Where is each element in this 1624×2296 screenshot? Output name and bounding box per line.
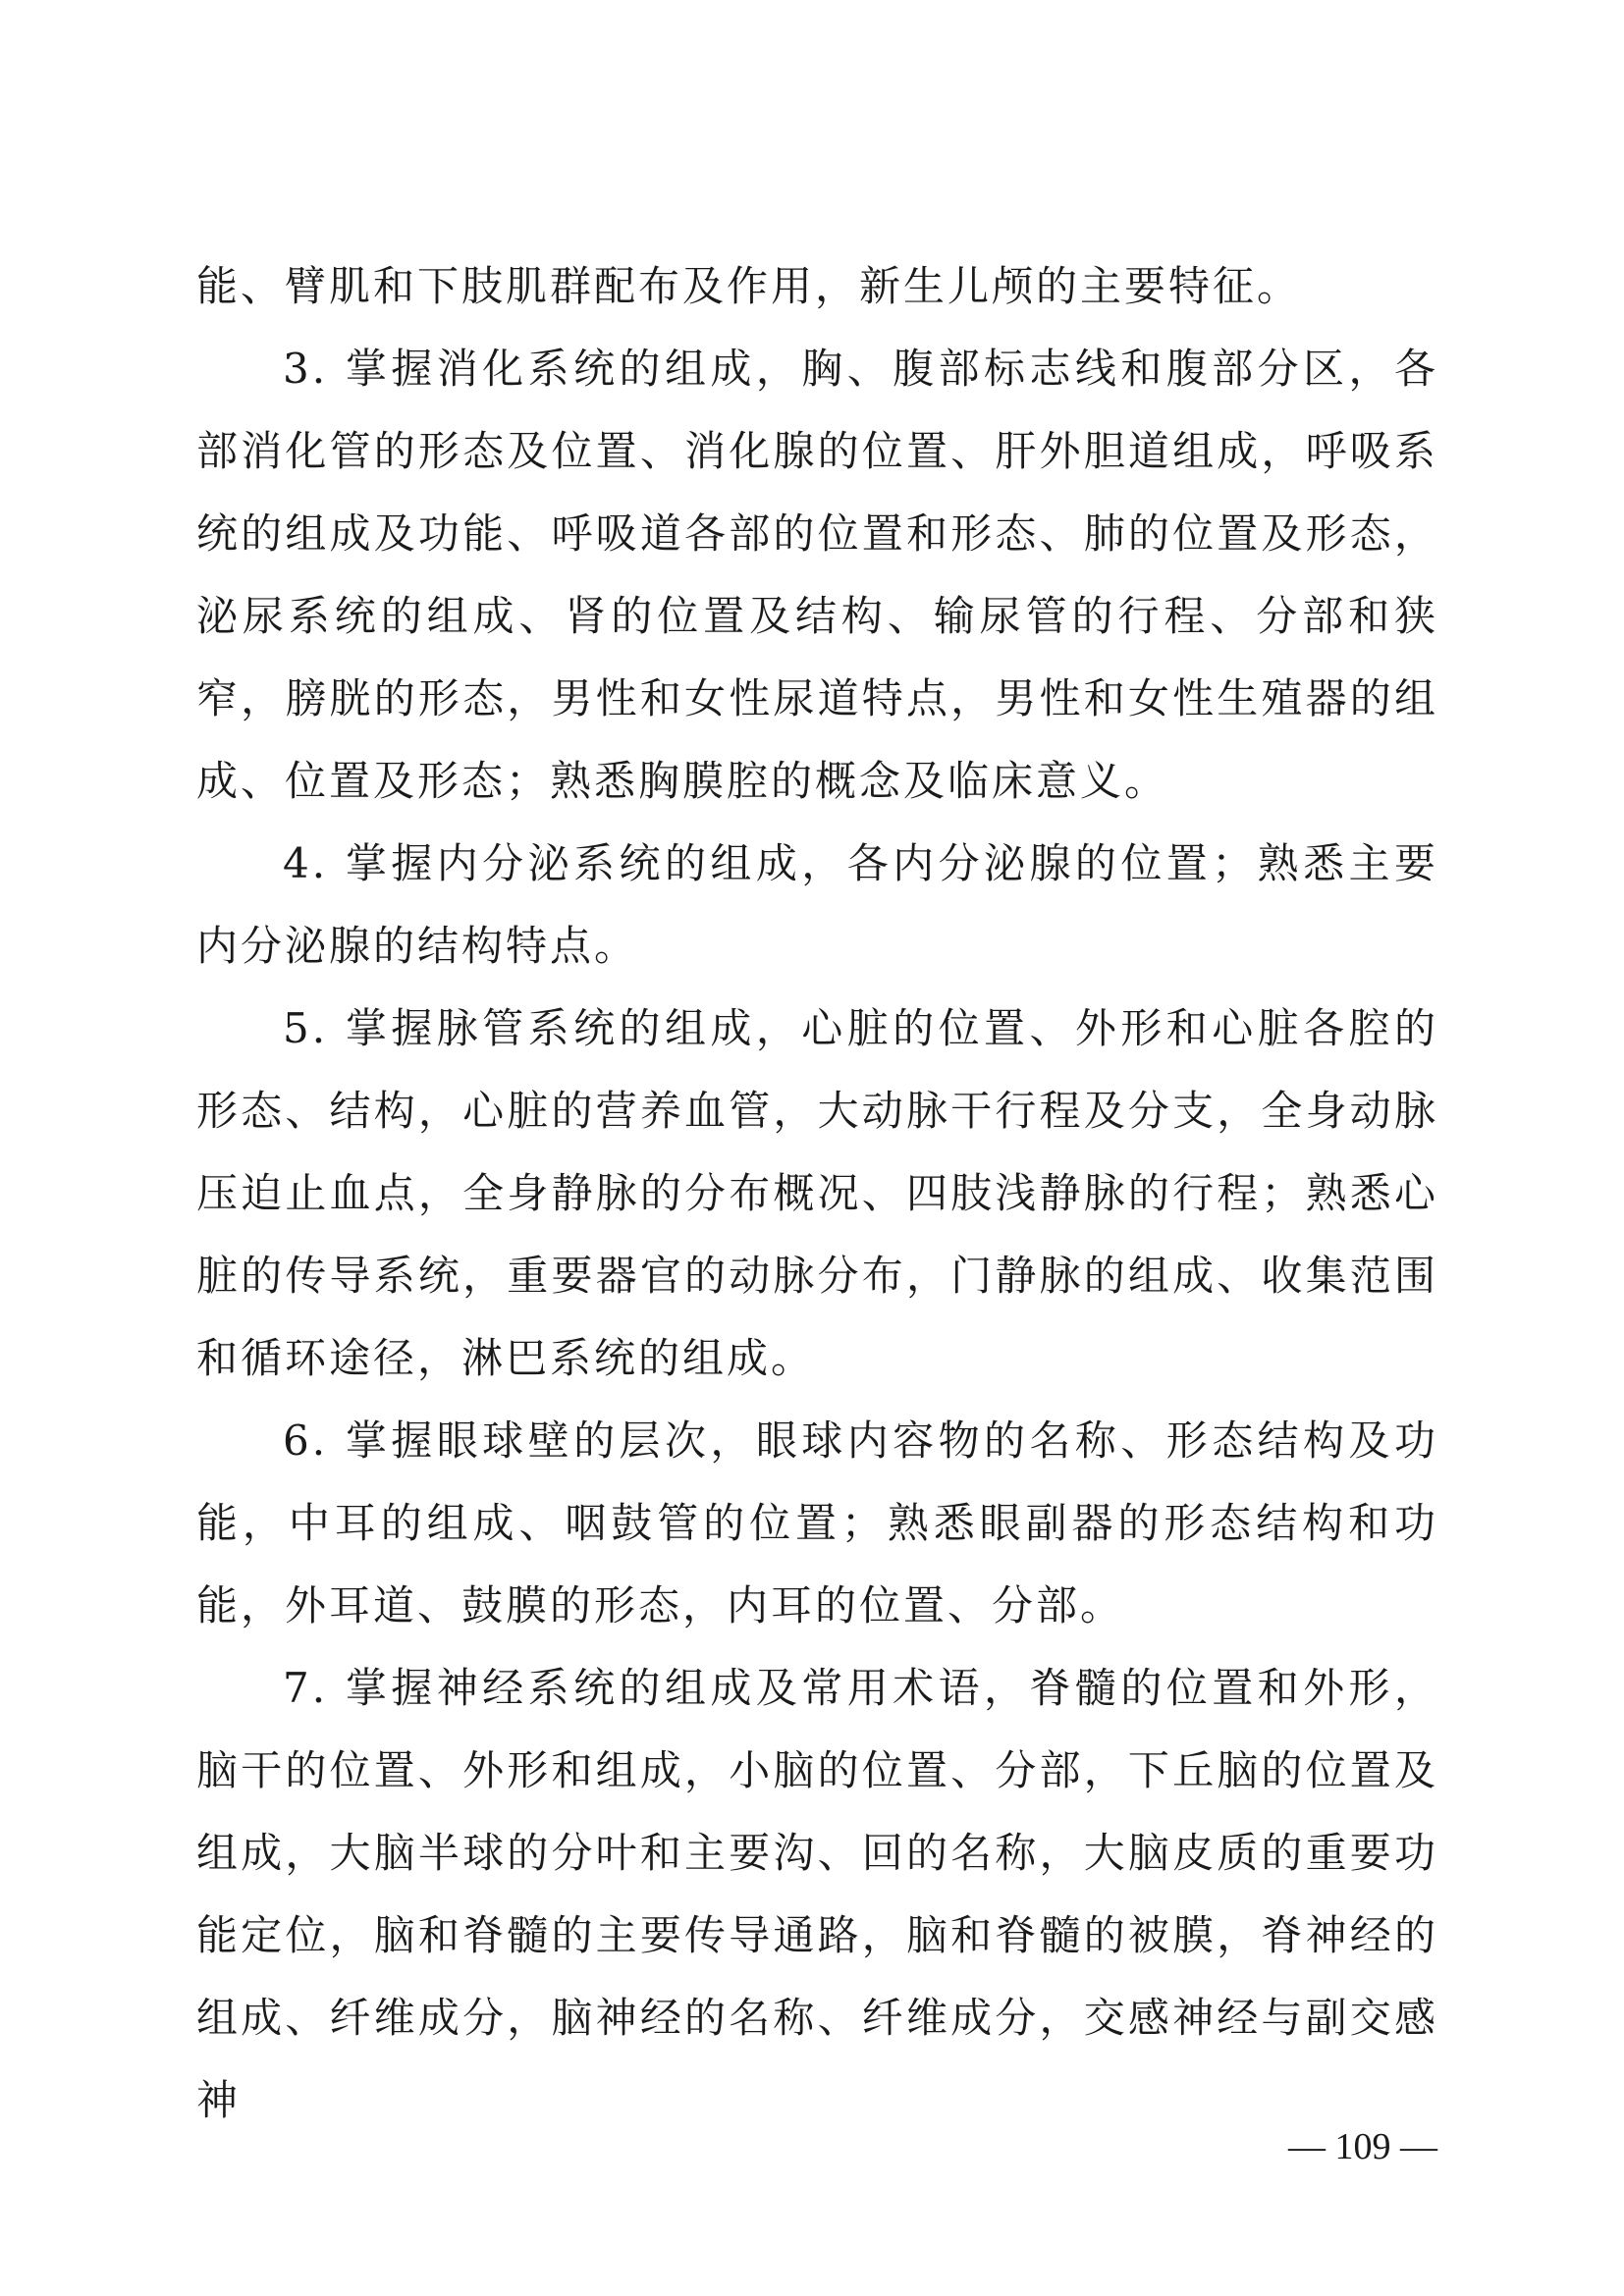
paragraph-continuation: 能、臂肌和下肢肌群配布及作用，新生儿颅的主要特征。 — [196, 262, 1302, 310]
body-text — [196, 245, 1438, 2142]
paragraph-item-5: 5. 掌握脉管系统的组成，心脏的位置、外形和心脏各腔的形态、结构，心脏的营养血管，大动脉干行程及分支，全身动脉压迫止血点，全身静脉的分布概况、四肢浅静脉的行程；熟悉心脏的传导系统，重要器官的动脉分布，门静脉的组成、收集范围和循环途径，淋巴系统的组成。 — [196, 1004, 1438, 1382]
paragraph-item-7: 7. 掌握神经系统的组成及常用术语，脊髓的位置和外形，脑干的位置、外形和组成，小脑的位置、分部，下丘脑的位置及组成，大脑半球的分叶和主要沟、回的名称，大脑皮质的重要功能定位，脑和脊髓的主要传导通路，脑和脊髓的被膜，脊神经的组成、纤维成分，脑神经的名称、纤维成分，交感神经与副交感神 — [196, 1664, 1438, 2124]
page-number: — 109 — — [1288, 2126, 1437, 2167]
paragraph-item-3: 3. 掌握消化系统的组成，胸、腹部标志线和腹部分区，各部消化管的形态及位置、消化腺的位置、肝外胆道组成，呼吸系统的组成及功能、呼吸道各部的位置和形态、肺的位置及形态，泌尿系统的组成、肾的位置及结构、输尿管的行程、分部和狭窄，膀胱的形态，男性和女性尿道特点，男性和女性生殖器的组成、位置及形态；熟悉胸膜腔的概念及临床意义。 — [196, 345, 1438, 805]
paragraph-item-6: 6. 掌握眼球壁的层次，眼球内容物的名称、形态结构及功能，中耳的组成、咽鼓管的位置；熟悉眼副器的形态结构和功能，外耳道、鼓膜的形态，内耳的位置、分部。 — [196, 1416, 1438, 1629]
paragraph-item-4: 4. 掌握内分泌系统的组成，各内分泌腺的位置；熟悉主要内分泌腺的结构特点。 — [196, 839, 1438, 970]
